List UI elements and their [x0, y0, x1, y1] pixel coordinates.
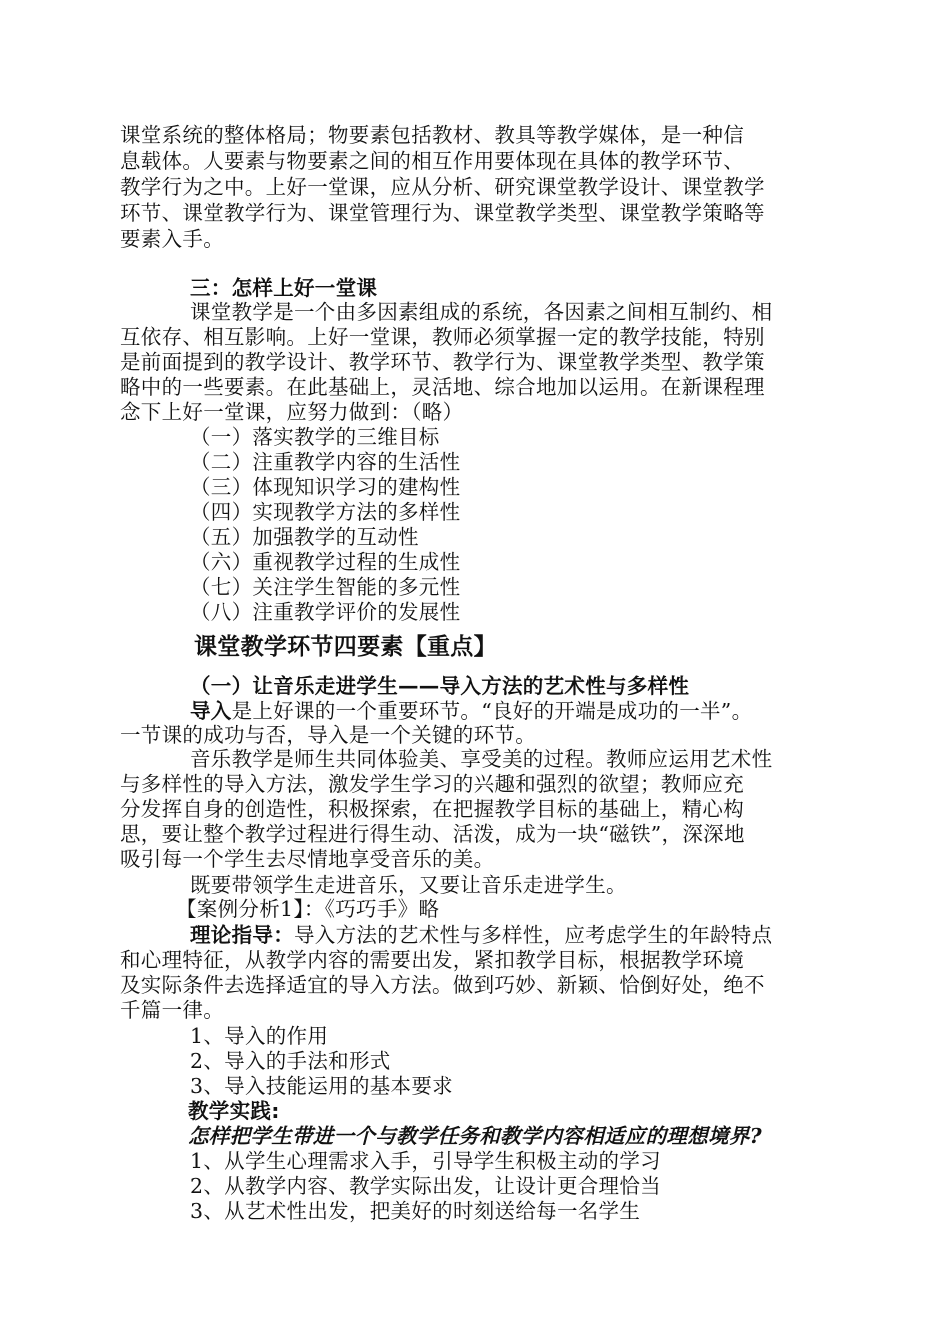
- subsection-heading: （一）让音乐走进学生——导入方法的艺术性与多样性: [190, 674, 690, 698]
- paragraph-line: 千篇一律。: [120, 998, 224, 1022]
- paragraph-line: 分发挥自身的创造性，积极探索，在把握教学目标的基础上，精心构: [120, 797, 744, 821]
- section-heading: 课堂教学环节四要素【重点】: [194, 634, 497, 660]
- intro-line: 教学行为之中。上好一堂课，应从分析、研究课堂教学设计、课堂教学: [120, 175, 765, 199]
- paragraph-line: 课堂教学是一个由多因素组成的系统，各因素之间相互制约、相: [190, 300, 773, 324]
- paragraph-text: 是上好课的一个重要环节。“良好的开端是成功的一半”。: [231, 699, 753, 723]
- intro-line: 息载体。人要素与物要素之间的相互作用要体现在具体的教学环节、: [120, 149, 744, 173]
- practice-question: 怎样把学生带进一个与教学任务和教学内容相适应的理想境界?: [188, 1124, 762, 1148]
- paragraph-line: 一节课的成功与否，导入是一个关键的环节。: [120, 723, 536, 747]
- paragraph-line: 思，要让整个教学过程进行得生动、活泼，成为一块“磁铁”，深深地: [120, 822, 745, 846]
- list-item: （四）实现教学方法的多样性: [190, 500, 461, 524]
- list-item: 3、导入技能运用的基本要求: [190, 1074, 453, 1098]
- list-item: （二）注重教学内容的生活性: [190, 450, 461, 474]
- list-item: 2、导入的手法和形式: [190, 1049, 391, 1073]
- case-line: 【案例分析1】：《巧巧手》略: [176, 897, 440, 921]
- paragraph-line: 略中的一些要素。在此基础上，灵活地、综合地加以运用。在新课程理: [120, 375, 765, 399]
- bold-term: 导入: [190, 699, 232, 723]
- paragraph-line: 念下上好一堂课，应努力做到：（略）: [120, 400, 464, 424]
- list-item: （六）重视教学过程的生成性: [190, 550, 461, 574]
- section-heading: 三：怎样上好一堂课: [190, 276, 378, 300]
- list-item: （五）加强教学的互动性: [190, 525, 419, 549]
- paragraph-line: [190, 698, 810, 724]
- paragraph-line: 吸引每一个学生去尽情地享受音乐的美。: [120, 847, 495, 871]
- paragraph-line: 及实际条件去选择适宜的导入方法。做到巧妙、新颖、恰倒好处，绝不: [120, 973, 765, 997]
- list-item: （一）落实教学的三维目标: [190, 425, 440, 449]
- intro-line: 课堂系统的整体格局；物要素包括教材、教具等教学媒体，是一种信: [120, 123, 744, 147]
- paragraph-line: 和心理特征，从教学内容的需要出发，紧扣教学目标，根据教学环境: [120, 948, 744, 972]
- practice-label: 教学实践:: [188, 1099, 280, 1123]
- list-item: 3、从艺术性出发，把美好的时刻送给每一名学生: [190, 1199, 641, 1223]
- paragraph-line: 既要带领学生走进音乐，又要让音乐走进学生。: [190, 873, 627, 897]
- paragraph-line: [190, 922, 810, 948]
- paragraph-text: 导入方法的艺术性与多样性，应考虑学生的年龄特点: [294, 923, 773, 947]
- list-item: （八）注重教学评价的发展性: [190, 600, 461, 624]
- list-item: （七）关注学生智能的多元性: [190, 575, 461, 599]
- list-item: 1、从学生心理需求入手，引导学生积极主动的学习: [190, 1149, 661, 1173]
- list-item: 2、从教学内容、教学实际出发，让设计更合理恰当: [190, 1174, 661, 1198]
- intro-line: 环节、课堂教学行为、课堂管理行为、课堂教学类型、课堂教学策略等: [120, 201, 765, 225]
- bold-term: 理论指导：: [190, 923, 294, 947]
- paragraph-line: 音乐教学是师生共同体验美、享受美的过程。教师应运用艺术性: [190, 747, 773, 771]
- intro-line: 要素入手。: [120, 227, 224, 251]
- list-item: （三）体现知识学习的建构性: [190, 475, 461, 499]
- paragraph-line: 与多样性的导入方法，激发学生学习的兴趣和强烈的欲望；教师应充: [120, 772, 744, 796]
- paragraph-line: 互依存、相互影响。上好一堂课，教师必须掌握一定的教学技能，特别: [120, 325, 765, 349]
- paragraph-line: 是前面提到的教学设计、教学环节、教学行为、课堂教学类型、教学策: [120, 350, 765, 374]
- list-item: 1、导入的作用: [190, 1024, 329, 1048]
